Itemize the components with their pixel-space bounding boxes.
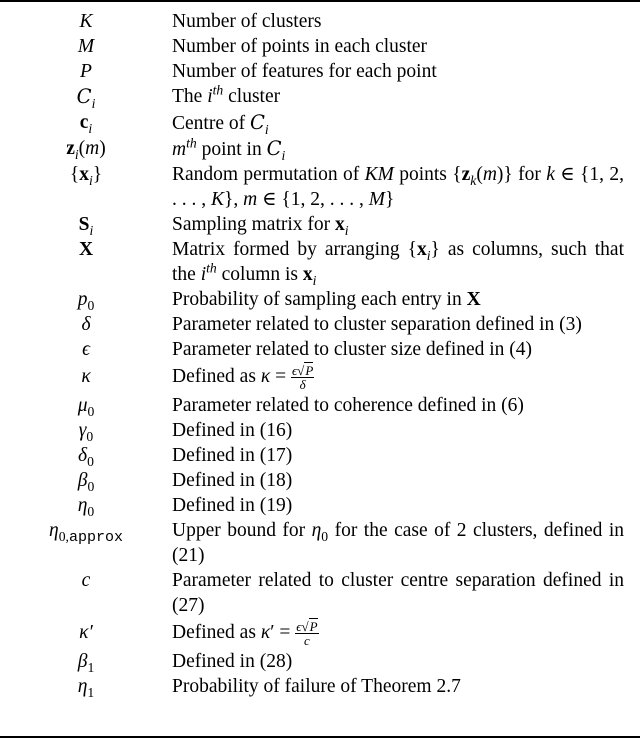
symbol-cell: $\mu_0$: [77, 395, 95, 419]
table-row: [0, 393, 640, 418]
table-row: [0, 59, 640, 84]
table-row: [0, 468, 640, 493]
table-row: [0, 618, 640, 649]
symbol-cell: $C_i$: [76, 85, 96, 111]
symbol-cell: P: [80, 61, 92, 82]
table-row: [0, 162, 640, 212]
table-row: [0, 237, 640, 287]
description-cell: The $i^{th}$ cluster: [172, 82, 281, 107]
symbol-cell: M: [77, 36, 95, 57]
symbol-cell: $S_i$: [78, 214, 94, 238]
description-cell: $m^{th}$ point in $C_i$: [172, 135, 286, 163]
description-cell: Probability of sampling each entry in X: [172, 289, 481, 310]
symbol-cell: $p_0$: [77, 289, 95, 313]
table-row: [0, 84, 640, 110]
table-row: [0, 312, 640, 337]
symbol-cell: c: [81, 570, 91, 592]
description-cell: Centre of $C_i$: [172, 111, 269, 137]
table-row: [0, 110, 640, 136]
table-row: [0, 136, 640, 162]
symbol-cell: $\eta_0$: [77, 495, 95, 519]
symbol-cell: $\{x_i\}$: [69, 164, 103, 188]
description-cell: Parameter related to coherence defined in (6): [172, 395, 524, 417]
table-row: [0, 337, 640, 362]
table-row: [0, 9, 640, 34]
symbol-cell: $\beta_1$: [77, 651, 95, 675]
table-row: [0, 212, 640, 237]
description-cell: Defined in (17): [172, 445, 293, 467]
table-row: [0, 568, 640, 618]
description-cell: Defined as κ = $\frac{\epsilon√P}{\delta}$: [172, 363, 314, 393]
symbol-cell: $\eta_{0,approx}$: [49, 520, 123, 546]
description-cell: Defined in (18): [172, 470, 293, 492]
table-row: [0, 518, 640, 568]
symbol-cell: κ′: [79, 622, 93, 644]
notation-table: [0, 9, 640, 699]
symbol-cell: ϵ: [82, 339, 90, 360]
kappa-prime-fraction: $\frac{\epsilon√P}{c}$: [296, 619, 318, 649]
description-cell: Defined in (19): [172, 495, 293, 517]
table-row: [0, 287, 640, 312]
description-cell: Upper bound for $\eta_0$ for the case of 2 clusters, defined in (21): [172, 520, 624, 567]
symbol-cell: $\delta_0$: [78, 445, 94, 469]
table-row: [0, 34, 640, 59]
symbol-cell: κ: [81, 366, 91, 387]
description-cell: Probability of failure of Theorem 2.7: [172, 676, 461, 698]
table-row: [0, 493, 640, 518]
description-cell: Defined as κ′ = $\frac{\epsilon√P}{c}$: [172, 619, 318, 649]
description-cell: Parameter related to cluster centre separation defined in (27): [172, 570, 624, 617]
symbol-cell: $c_i$: [79, 112, 93, 136]
description-cell: Random permutation of KM points $\{z_k(m)\}$ for k ∈ {1, 2, . . . , K}, m ∈ {1, 2, . . . , M}: [172, 164, 624, 210]
description-cell: Number of features for each point: [172, 61, 437, 82]
description-cell: Parameter related to cluster size defined in (4): [172, 339, 533, 360]
description-cell: Matrix formed by arranging $\{x_i\}$ as columns, such that the $i^{th}$ column is $x_i$: [172, 239, 624, 288]
symbol-cell: $\eta_1$: [77, 676, 95, 700]
table-row: [0, 443, 640, 468]
description-cell: Defined in (16): [172, 420, 293, 442]
description-cell: Number of points in each cluster: [172, 36, 428, 57]
symbol-cell: $\gamma_0$: [78, 420, 94, 444]
table-row: [0, 362, 640, 393]
kappa-fraction: $\frac{\epsilon√P}{\delta}$: [291, 363, 314, 393]
symbol-cell: $\beta_0$: [77, 470, 95, 494]
table-row: [0, 418, 640, 443]
symbol-cell: $z_i(m)$: [66, 138, 106, 162]
symbol-cell: δ: [81, 314, 91, 335]
symbol-cell: X: [78, 239, 94, 260]
description-cell: Defined in (28): [172, 651, 293, 673]
table-row: [0, 649, 640, 674]
table-row: [0, 674, 640, 699]
symbol-cell: K: [79, 11, 93, 32]
description-cell: Number of clusters: [172, 11, 322, 32]
description-cell: Sampling matrix for $x_i$: [172, 214, 349, 238]
description-cell: Parameter related to cluster separation defined in (3): [172, 314, 582, 335]
